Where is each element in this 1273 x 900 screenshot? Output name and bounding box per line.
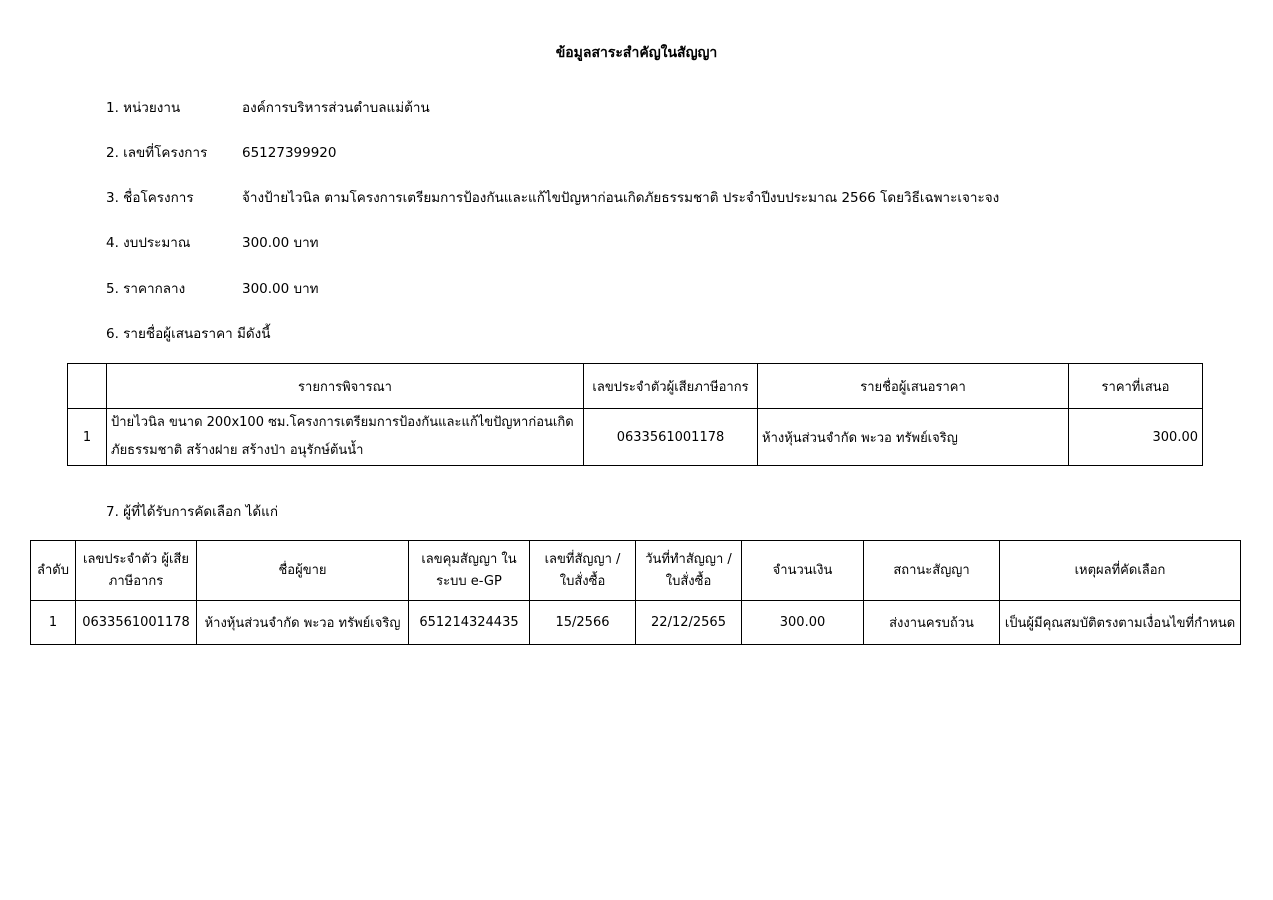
agency-label: 1. หน่วยงาน <box>106 100 181 116</box>
cell-egp-number: 651214324435 <box>409 601 530 645</box>
column-header-contract-date: วันที่ทำสัญญา / ใบสั่งซื้อ <box>636 541 742 601</box>
table-header-row <box>68 364 1203 409</box>
cell-contract-date: 22/12/2565 <box>636 601 742 645</box>
project-name-line <box>106 186 999 208</box>
project-no-value: 65127399920 <box>242 145 337 161</box>
document-title: ข้อมูลสาระสำคัญในสัญญา <box>555 45 718 61</box>
cell-contract-status: ส่งงานครบถ้วน <box>864 601 1000 645</box>
median-price-value: 300.00 บาท <box>242 281 319 297</box>
project-no-line <box>106 141 336 163</box>
cell-amount: 300.00 <box>742 601 864 645</box>
column-header-contract-number: เลขที่สัญญา / ใบสั่งซื้อ <box>530 541 636 601</box>
median-price-line <box>106 277 319 299</box>
project-name-label: 3. ชื่อโครงการ <box>106 190 194 206</box>
table-row <box>68 409 1203 466</box>
column-header-order: ลำดับ <box>31 541 76 601</box>
budget-label: 4. งบประมาณ <box>106 235 191 251</box>
cell-tax-id: 0633561001178 <box>76 601 197 645</box>
project-name-value: จ้างป้ายไวนิล ตามโครงการเตรียมการป้องกันและแก้ไขปัญหาก่อนเกิดภัยธรรมชาติ ประจำปีงบประมาณ 2566 โดยวิธีเฉพาะเจาะจง <box>242 190 1000 206</box>
cell-selection-reason: เป็นผู้มีคุณสมบัติตรงตามเงื่อนไขที่กำหนด <box>1000 601 1241 645</box>
bidders-heading: 6. รายชื่อผู้เสนอราคา มีดังนี้ <box>106 326 271 342</box>
budget-value: 300.00 บาท <box>242 235 319 251</box>
agency-line <box>106 96 430 118</box>
cell-vendor-name: ห้างหุ้นส่วนจำกัด พะวอ ทรัพย์เจริญ <box>197 601 409 645</box>
selected-vendor-table <box>30 540 1241 645</box>
cell-bidder-name: ห้างหุ้นส่วนจำกัด พะวอ ทรัพย์เจริญ <box>758 409 1069 466</box>
column-header-offered-price: ราคาที่เสนอ <box>1069 364 1203 409</box>
selected-heading: 7. ผู้ที่ได้รับการคัดเลือก ได้แก่ <box>106 504 279 520</box>
column-header-contract-status: สถานะสัญญา <box>864 541 1000 601</box>
agency-value: องค์การบริหารส่วนตำบลแม่ต้าน <box>242 100 430 116</box>
cell-tax-id: 0633561001178 <box>584 409 758 466</box>
budget-line <box>106 231 319 253</box>
column-header-amount: จำนวนเงิน <box>742 541 864 601</box>
table-header-row <box>31 541 1241 601</box>
bidders-table <box>67 363 1203 466</box>
median-price-label: 5. ราคากลาง <box>106 281 186 297</box>
project-no-label: 2. เลขที่โครงการ <box>106 145 208 161</box>
column-header-tax-id: เลขประจำตัวผู้เสียภาษีอากร <box>584 364 758 409</box>
column-header-vendor-name: ชื่อผู้ขาย <box>197 541 409 601</box>
cell-offered-price: 300.00 <box>1069 409 1203 466</box>
table-row <box>31 601 1241 645</box>
column-header-bidder-name: รายชื่อผู้เสนอราคา <box>758 364 1069 409</box>
column-header-index <box>68 364 107 409</box>
cell-contract-number: 15/2566 <box>530 601 636 645</box>
column-header-selection-reason: เหตุผลที่คัดเลือก <box>1000 541 1241 601</box>
cell-item: ป้ายไวนิล ขนาด 200x100 ซม.โครงการเตรียมการป้องกันและแก้ไขปัญหาก่อนเกิดภัยธรรมชาติ สร้างฝาย สร้างป่า อนุรักษ์ต้นน้ำ <box>107 409 584 466</box>
column-header-egp-number: เลขคุมสัญญา ในระบบ e-GP <box>409 541 530 601</box>
column-header-tax-id: เลขประจำตัว ผู้เสียภาษีอากร <box>76 541 197 601</box>
cell-index: 1 <box>68 409 107 466</box>
cell-order: 1 <box>31 601 76 645</box>
column-header-item: รายการพิจารณา <box>107 364 584 409</box>
